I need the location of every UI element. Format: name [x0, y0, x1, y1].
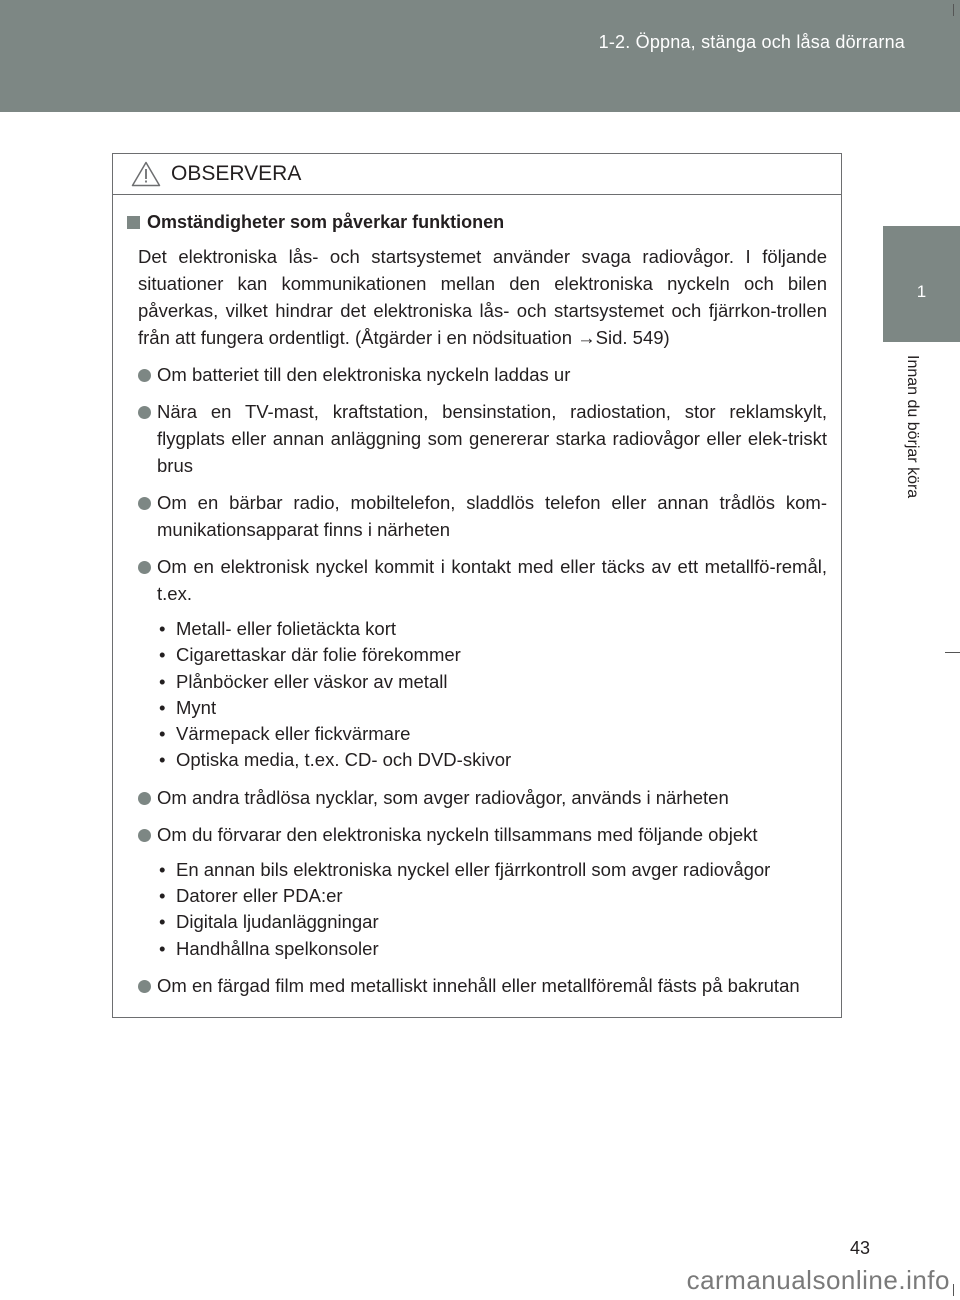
round-bullet-icon: [138, 369, 151, 382]
warning-triangle-icon: [131, 161, 161, 187]
crop-mark: [953, 1284, 954, 1296]
caution-box: [112, 153, 842, 1018]
list-item-text: Om en bärbar radio, mobiltelefon, sladdlös telefon eller annan trådlös kom-munikationsapparat finns i närheten: [157, 492, 827, 540]
sub-list-item-text: Datorer eller PDA:er: [176, 885, 343, 907]
chapter-number: 1: [916, 282, 927, 301]
page-number: 43: [849, 1238, 870, 1258]
caution-title: OBSERVERA: [171, 162, 302, 185]
sub-list-item-text: Plånböcker eller väskor av metall: [176, 670, 448, 692]
sub-list-item-text: Handhållna spelkonsoler: [176, 937, 379, 959]
section-heading: [127, 212, 827, 233]
sub-list-item-text: Digitala ljudanläggningar: [176, 911, 379, 933]
sub-list-item: • Värmepack eller fickvärmare: [159, 723, 411, 745]
round-bullet-icon: [138, 829, 151, 842]
sub-list-item: • Digitala ljudanläggningar: [159, 911, 379, 933]
page-header: [0, 0, 960, 112]
round-bullet-icon: [138, 406, 151, 419]
round-bullet-icon: [138, 980, 151, 993]
crop-mark: [945, 652, 960, 653]
round-bullet-icon: [138, 792, 151, 805]
section-title: 1-2. Öppna, stänga och låsa dörrarna: [598, 32, 905, 52]
watermark-link[interactable]: carmanualsonline.info: [686, 1265, 950, 1295]
list-item-text: Nära en TV-mast, kraftstation, bensinstation, radiostation, stor reklamskylt, flygplats eller annan anläggning som genererar starka radiovågor eller elek-triskt brus: [157, 401, 827, 476]
list-item: [138, 398, 827, 479]
sub-list-item: • Handhållna spelkonsoler: [159, 937, 379, 959]
sub-list-item: • Mynt: [159, 696, 217, 718]
sub-list-item: • Metall- eller folietäckta kort: [159, 618, 397, 639]
list-item-text: Om du förvarar den elektroniska nyckeln tillsammans med följande objekt: [157, 823, 758, 845]
sub-list-item-text: En annan bils elektroniska nyckel eller fjärrkontroll som avger radiovågor: [176, 858, 771, 880]
chapter-label: Innan du börjar köra: [904, 355, 921, 499]
sub-list-item: • En annan bils elektroniska nyckel eller fjärrkontroll som avger radiovågor: [159, 858, 771, 880]
sub-list-item-text: Optiska media, t.ex. CD- och DVD-skivor: [176, 749, 512, 771]
list-item-text: Om batteriet till den elektroniska nyckeln laddas ur: [157, 364, 571, 385]
list-item: [138, 489, 827, 543]
intro-paragraph: Det elektroniska lås- och startsystemet använder svaga radiovågor. I följande situationer kan kommunikationen mellan den elektroniska nyckeln och bilen påverkas, vilket hindrar det elektroniska lås- och startsystemet och fjärrkon-trollen från att fungera ordentligt. (Åtgärder i en nödsituation →Sid. 549): [138, 246, 827, 348]
round-bullet-icon: [138, 561, 151, 574]
section-heading-text: Omständigheter som påverkar funktionen: [147, 212, 505, 232]
round-bullet-icon: [138, 497, 151, 510]
list-item: [138, 361, 827, 388]
sub-list: [157, 616, 827, 774]
sub-list-item-text: Mynt: [176, 696, 217, 718]
sub-list-item-text: Metall- eller folietäckta kort: [176, 618, 397, 639]
sub-list-item: • Optiska media, t.ex. CD- och DVD-skivor: [159, 749, 512, 771]
list-item: [138, 821, 827, 848]
sub-list-item-text: Cigarettaskar där folie förekommer: [176, 644, 461, 666]
sub-list-item: • Datorer eller PDA:er: [159, 885, 343, 907]
sub-list-item: • Cigarettaskar där folie förekommer: [159, 644, 461, 666]
chapter-tab: [883, 226, 960, 342]
crop-mark: [953, 4, 954, 16]
sub-list: [157, 857, 827, 962]
list-item-text: Om andra trådlösa nycklar, som avger radiovågor, används i närheten: [157, 786, 729, 808]
caution-header: [113, 154, 841, 195]
caution-section: [127, 212, 827, 999]
list-item-text: Om en färgad film med metalliskt innehåll eller metallföremål fästs på bakrutan: [157, 974, 800, 996]
list-item: [138, 972, 827, 999]
sub-list-item: • Plånböcker eller väskor av metall: [159, 670, 448, 692]
list-item: [138, 784, 827, 811]
square-bullet-icon: [127, 216, 140, 229]
list-item: [138, 553, 827, 607]
sub-list-item-text: Värmepack eller fickvärmare: [176, 723, 411, 745]
list-item-text: Om en elektronisk nyckel kommit i kontakt med eller täcks av ett metallfö-remål, t.ex.: [157, 556, 827, 604]
